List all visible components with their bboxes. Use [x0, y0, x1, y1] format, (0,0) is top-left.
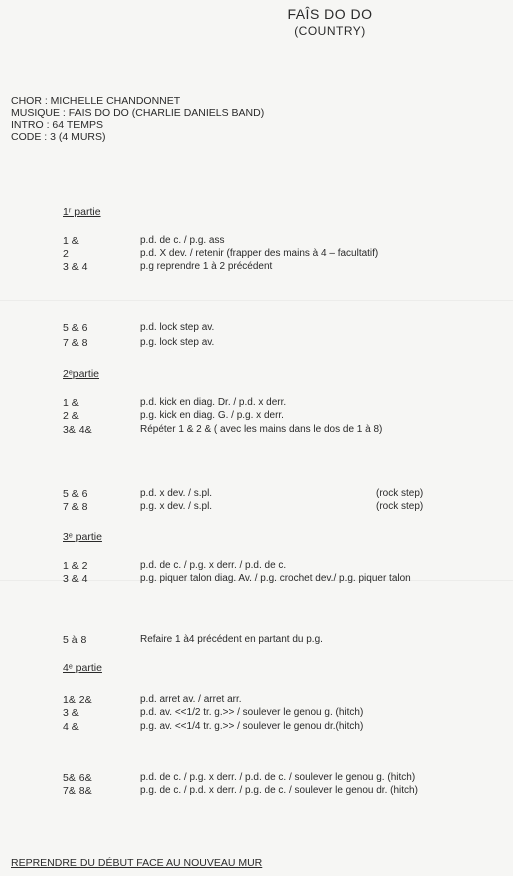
info-choreographer: CHOR : MICHELLE CHANDONNET — [11, 95, 181, 107]
step-description: p.d. de c. / p.g. x derr. / p.d. de c. — [140, 560, 287, 571]
section-title-4: 4ᵉ partie — [63, 662, 102, 674]
step-count: 3& 4& — [63, 424, 92, 436]
step-count: 2 — [63, 248, 69, 260]
section-title-3: 3ᵉ partie — [63, 531, 102, 543]
step-count: 7 & 8 — [63, 501, 88, 513]
step-count: 5 & 6 — [63, 488, 88, 500]
step-description: Refaire 1 à4 précédent en partant du p.g. — [140, 634, 323, 645]
step-description: p.g. de c. / p.d. x derr. / p.g. de c. / soulever le genou dr. (hitch) — [140, 785, 418, 796]
document-subtitle: (COUNTRY) — [294, 24, 366, 38]
step-note: (rock step) — [376, 488, 424, 499]
step-description: p.d. x dev. / s.pl. — [140, 488, 213, 499]
step-description: p.g. piquer talon diag. Av. / p.g. crochet dev./ p.g. piquer talon — [140, 573, 411, 584]
step-description: p.g. av. <<1/4 tr. g.>> / soulever le genou dr.(hitch) — [140, 721, 364, 732]
step-count: 2 & — [63, 410, 79, 422]
step-count: 1 & 2 — [63, 560, 88, 572]
step-count: 7 & 8 — [63, 337, 88, 349]
document-title: FAÎS DO DO — [287, 6, 373, 22]
info-intro: INTRO : 64 TEMPS — [11, 119, 103, 131]
info-code: CODE : 3 (4 MURS) — [11, 131, 106, 143]
step-count: 1 & — [63, 235, 79, 247]
step-description: p.g. lock step av. — [140, 337, 215, 348]
step-count: 5 à 8 — [63, 634, 87, 646]
step-description: p.g. x dev. / s.pl. — [140, 501, 213, 512]
step-description: Répéter 1 & 2 & ( avec les mains dans le dos de 1 à 8) — [140, 424, 383, 435]
step-description: p.d. kick en diag. Dr. / p.d. x derr. — [140, 397, 287, 408]
step-count: 3 & 4 — [63, 261, 88, 273]
section-title-1: 1ʳ partie — [63, 206, 101, 218]
step-count: 3 & — [63, 707, 79, 719]
step-count: 7& 8& — [63, 785, 92, 797]
step-description: p.g reprendre 1 à 2 précédent — [140, 261, 273, 272]
step-count: 4 & — [63, 721, 79, 733]
step-description: p.d. av. <<1/2 tr. g.>> / soulever le genou g. (hitch) — [140, 707, 364, 718]
step-description: p.d. lock step av. — [140, 322, 215, 333]
step-note: (rock step) — [376, 501, 424, 512]
footer-instruction: REPRENDRE DU DÉBUT FACE AU NOUVEAU MUR — [11, 857, 263, 869]
step-count: 1 & — [63, 397, 79, 409]
info-music: MUSIQUE : FAIS DO DO (CHARLIE DANIELS BAND) — [11, 107, 265, 119]
step-description: p.d. X dev. / retenir (frapper des mains à 4 – facultatif) — [140, 248, 379, 259]
step-count: 5 & 6 — [63, 322, 88, 334]
step-description: p.d. de c. / p.g. ass — [140, 235, 225, 246]
step-description: p.g. kick en diag. G. / p.g. x derr. — [140, 410, 284, 421]
step-count: 1& 2& — [63, 694, 92, 706]
section-title-2: 2ᵉpartie — [63, 368, 100, 380]
step-description: p.d. de c. / p.g. x derr. / p.d. de c. / soulever le genou g. (hitch) — [140, 772, 416, 783]
step-description: p.d. arret av. / arret arr. — [140, 694, 242, 705]
step-count: 3 & 4 — [63, 573, 88, 585]
step-count: 5& 6& — [63, 772, 92, 784]
